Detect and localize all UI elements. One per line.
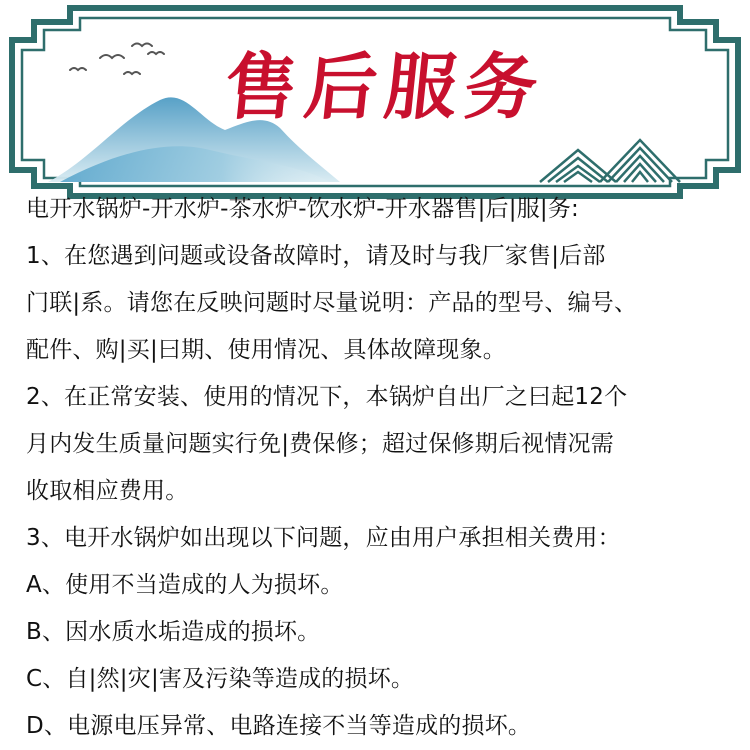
item-1-line-1: 1、在您遇到问题或设备故障时，请及时与我厂家售|后部 <box>26 243 606 269</box>
intro-line: 电开水锅炉-开水炉-茶水炉-饮水炉-开水器售|后|服|务: <box>26 196 579 222</box>
item-2-line-3: 收取相应费用。 <box>26 478 189 504</box>
item-a-line: A、使用不当造成的人为损坏。 <box>26 572 344 598</box>
striped-mountain-icon <box>540 140 680 182</box>
item-2-line-1: 2、在正常安装、使用的情况下，本锅炉自出厂之曰起12个 <box>26 384 628 410</box>
service-text <box>26 196 738 750</box>
item-3-line-1: 3、电开水锅炉如出现以下问题，应由用户承担相关费用： <box>26 525 621 551</box>
header-banner <box>0 0 750 200</box>
item-c-line: C、自|然|灾|害及污染等造成的损坏。 <box>26 666 415 692</box>
item-1-line-2: 门联|系。请您在反映问题时尽量说明：产品的型号、编号、 <box>26 290 638 316</box>
page-title: 售后服务 <box>220 44 550 129</box>
item-1-line-3: 配件、购|买|曰期、使用情况、具体故障现象。 <box>26 337 506 363</box>
item-2-line-2: 月内发生质量问题实行免|费保修；超过保修期后视情况需 <box>26 431 614 457</box>
item-d-line: D、电源电压异常、电路连接不当等造成的损坏。 <box>26 713 532 739</box>
item-b-line: B、因水质水垢造成的损坏。 <box>26 619 321 645</box>
birds-icon <box>70 44 164 75</box>
